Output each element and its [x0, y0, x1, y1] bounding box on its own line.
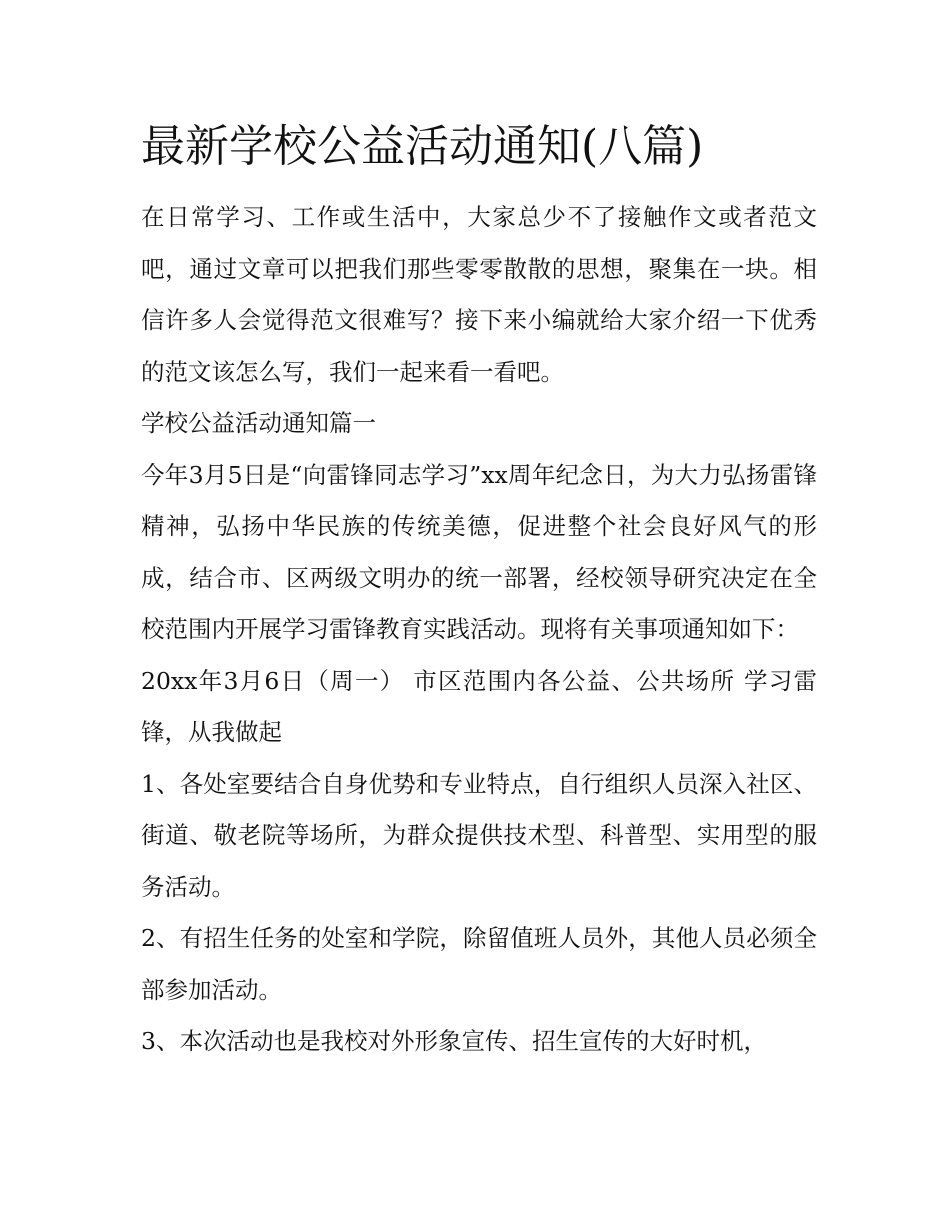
notice-paragraph: 今年3月5日是“向雷锋同志学习”xx周年纪念日，为大力弘扬雷锋精神，弘扬中华民族的传统美德，促进整个社会良好风气的形成，结合市、区两级文明办的统一部署，经校领导研究决定在全校范围内开展学习雷锋教育实践活动。现将有关事项通知如下：	[141, 460, 817, 643]
list-item: 3、本次活动也是我校对外形象宣传、招生宣传的大好时机，	[141, 1027, 767, 1055]
event-line: 20xx年3月6日（周一） 市区范围内各公益、公共场所 学习雷锋，从我做起	[141, 666, 817, 746]
document-title: 最新学校公益活动通知(八篇)	[141, 121, 704, 172]
list-item: 2、有招生任务的处室和学院，除留值班人员外，其他人员必须全部参加活动。	[141, 924, 817, 1004]
intro-paragraph: 在日常学习、工作或生活中，大家总少不了接触作文或者范文吧，通过文章可以把我们那些零零散散的思想，聚集在一块。相信许多人会觉得范文很难写？接下来小编就给大家介绍一下优秀的范文该怎么写，我们一起来看一看吧。	[141, 203, 817, 386]
list-item: 1、各处室要结合自身优势和专业特点，自行组织人员深入社区、街道、敬老院等场所，为群众提供技术型、科普型、实用型的服务活动。	[141, 769, 817, 901]
document-body	[141, 116, 817, 1068]
section-heading: 学校公益活动通知篇一	[141, 409, 376, 437]
